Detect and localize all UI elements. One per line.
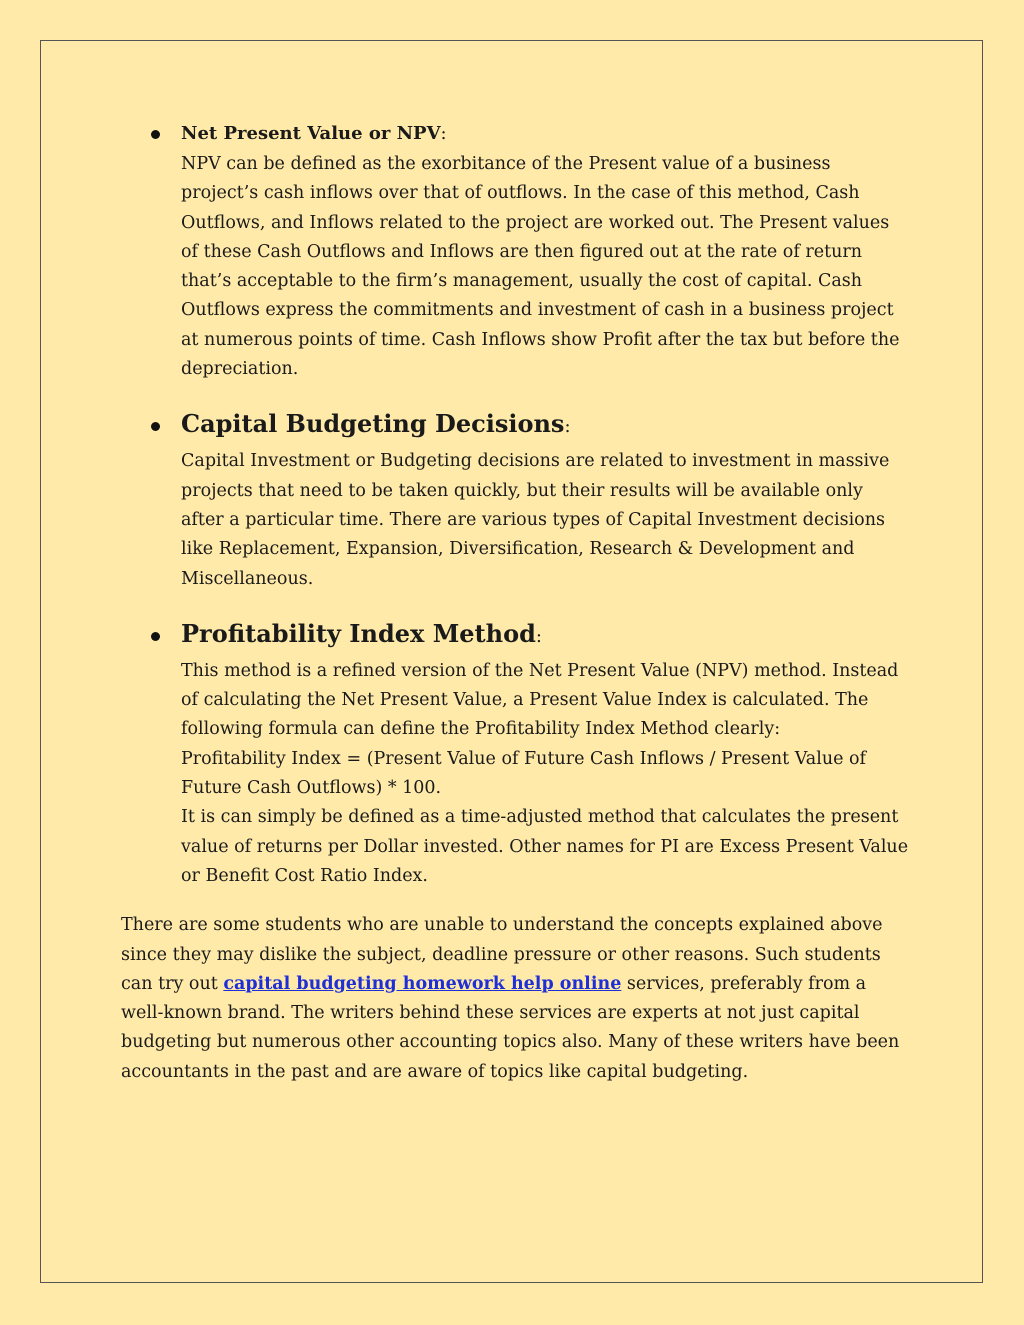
heading-colon: : [440, 123, 447, 144]
bullet-icon [151, 632, 160, 641]
heading-text: Profitability Index Method [181, 618, 536, 648]
closing-text-after-link: services, preferably from a well-known brand. The writers behind these services are experts at not just capital budgeting but numerous other accounting topics also. Many of these writers have been accountants in the past and are aware of topics like capital budgeting. [121, 973, 900, 1082]
heading-colon: : [535, 625, 542, 647]
section-body-intro: This method is a refined version of the Net Present Value (NPV) method. Instead of calculating the Net Present Value, a Present Value Index is calculated. The following formula can define the Profitability Index Method clearly: [181, 660, 899, 740]
section-heading [181, 614, 911, 657]
homework-help-link[interactable]: capital budgeting homework help online [223, 973, 622, 994]
heading-text: Capital Budgeting Decisions [181, 409, 565, 439]
section-body-definition: It is can simply be defined as a time-adjusted method that calculates the present value of returns per Dollar invested. Other names for PI are Excess Present Value or Benefit Cost Ratio Index. [181, 807, 909, 886]
document-content [121, 118, 911, 1087]
section-capital-budgeting-decisions [121, 404, 911, 593]
closing-paragraph [121, 911, 911, 1087]
section-heading [181, 118, 911, 150]
bullet-icon [151, 130, 160, 139]
bullet-icon [151, 422, 160, 431]
heading-text: Net Present Value or NPV [181, 123, 441, 144]
bullet-list [121, 118, 911, 891]
closing-text-before-link: There are some students who are unable to understand the concepts explained above since they may dislike the subject, deadline pressure or other reasons. Such students can try out [121, 915, 883, 994]
section-npv [121, 118, 911, 384]
section-profitability-index [121, 614, 911, 891]
heading-colon: : [564, 416, 571, 438]
section-body: NPV can be defined as the exorbitance of the Present value of a business project’s cash inflows over that of outflows. In the case of this method, Cash Outflows, and Inflows related to the project are worked out. The Present values of these Cash Outflows and Inflows are then figured out at the rate of return that’s acceptable to the firm’s management, usually the cost of capital. Cash Outflows express the commitments and investment of cash in a business project at numerous points of time. Cash Inflows show Profit after the tax but before the depreciation. [181, 154, 900, 380]
section-body: Capital Investment or Budgeting decisions are related to investment in massive projects that need to be taken quickly, but their results will be available only after a particular time. There are various types of Capital Investment decisions like Replacement, Expansion, Diversification, Research & Development and Miscellaneous. [181, 451, 890, 589]
section-body-formula: Profitability Index = (Present Value of Future Cash Inflows / Present Value of Future Cash Outflows) * 100. [181, 748, 867, 799]
section-heading [181, 404, 911, 447]
